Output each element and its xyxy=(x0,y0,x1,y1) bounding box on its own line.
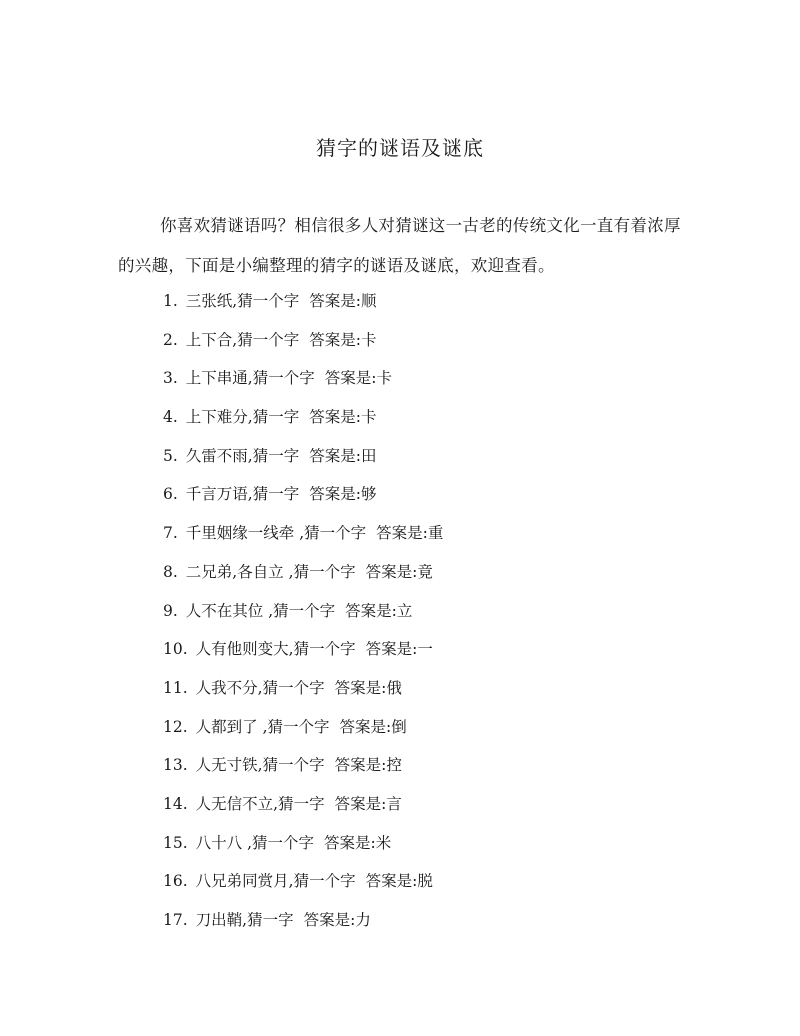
riddle-answer: 答案是:田 xyxy=(309,446,377,465)
riddle-text: 千里姻缘一线牵 ,猜一个字 xyxy=(185,524,367,543)
riddle-text: 三张纸,猜一个字 xyxy=(185,292,300,310)
riddle-text: 人有他则变大,猜一个字 xyxy=(195,640,356,659)
item-number: 8. xyxy=(163,562,178,581)
item-number: 5. xyxy=(163,446,178,465)
riddle-answer: 答案是:立 xyxy=(345,601,413,620)
item-number: 14. xyxy=(163,794,188,813)
list-item xyxy=(163,479,443,518)
riddle-answer: 答案是:重 xyxy=(376,524,444,543)
riddle-answer: 答案是:一 xyxy=(365,640,433,659)
riddle-text: 久雷不雨,猜一字 xyxy=(185,446,300,465)
riddle-list xyxy=(163,286,443,944)
riddle-answer: 答案是:脱 xyxy=(365,872,433,891)
list-item xyxy=(163,402,443,441)
riddle-answer: 答案是:竟 xyxy=(365,562,433,581)
riddle-answer: 答案是:俄 xyxy=(334,678,402,697)
item-number: 1. xyxy=(163,292,178,310)
item-number: 2. xyxy=(163,330,178,349)
list-item xyxy=(163,286,443,325)
item-number: 16. xyxy=(163,872,188,891)
riddle-text: 人都到了 ,猜一个字 xyxy=(195,717,330,736)
list-item xyxy=(163,828,443,867)
list-item xyxy=(163,789,443,828)
riddle-text: 上下串通,猜一个字 xyxy=(185,369,315,388)
riddle-answer: 答案是:卡 xyxy=(309,330,377,349)
item-number: 4. xyxy=(163,408,178,427)
riddle-text: 八十八 ,猜一个字 xyxy=(195,833,315,852)
riddle-answer: 答案是:卡 xyxy=(309,408,377,427)
item-number: 10. xyxy=(163,640,188,659)
list-item xyxy=(163,518,443,557)
riddle-answer: 答案是:顺 xyxy=(309,292,377,310)
riddle-answer: 答案是:米 xyxy=(324,833,392,852)
riddle-text: 八兄弟同赏月,猜一个字 xyxy=(195,872,356,891)
riddle-text: 人不在其位 ,猜一个字 xyxy=(185,601,336,620)
intro-paragraph: 你喜欢猜谜语吗？相信很多人对猜谜这一古老的传统文化一直有着浓厚的兴趣，下面是小编整理的猜字的谜语及谜底，欢迎查看。 xyxy=(118,216,681,275)
page-title: 猜字的谜语及谜底 xyxy=(316,136,484,160)
riddle-answer: 答案是:卡 xyxy=(324,369,392,388)
list-item xyxy=(163,557,443,596)
riddle-text: 上下难分,猜一字 xyxy=(185,408,300,427)
riddle-answer: 答案是:控 xyxy=(334,756,402,775)
item-number: 9. xyxy=(163,601,178,620)
list-item xyxy=(163,866,443,905)
item-number: 15. xyxy=(163,833,188,852)
riddle-text: 二兄弟,各自立 ,猜一个字 xyxy=(185,562,356,581)
list-item xyxy=(163,441,443,480)
item-number: 12. xyxy=(163,717,188,736)
riddle-text: 刀出鞘,猜一字 xyxy=(195,911,294,929)
list-item xyxy=(163,712,443,751)
item-number: 11. xyxy=(163,678,188,697)
riddle-answer: 答案是:够 xyxy=(309,485,377,504)
list-item xyxy=(163,634,443,673)
list-item xyxy=(163,905,443,944)
riddle-text: 千言万语,猜一字 xyxy=(185,485,300,504)
riddle-text: 上下合,猜一个字 xyxy=(185,330,300,349)
item-number: 13. xyxy=(163,756,188,775)
riddle-answer: 答案是:言 xyxy=(334,794,402,813)
list-item xyxy=(163,673,443,712)
riddle-text: 人无寸铁,猜一个字 xyxy=(195,756,325,775)
riddle-answer: 答案是:力 xyxy=(303,911,371,929)
list-item xyxy=(163,363,443,402)
riddle-text: 人无信不立,猜一字 xyxy=(195,794,325,813)
list-item xyxy=(163,596,443,635)
item-number: 7. xyxy=(163,524,178,543)
riddle-answer: 答案是:倒 xyxy=(339,717,407,736)
item-number: 6. xyxy=(163,485,178,504)
item-number: 3. xyxy=(163,369,178,388)
list-item xyxy=(163,750,443,789)
item-number: 17. xyxy=(163,911,188,929)
riddle-text: 人我不分,猜一个字 xyxy=(195,678,325,697)
list-item xyxy=(163,325,443,364)
